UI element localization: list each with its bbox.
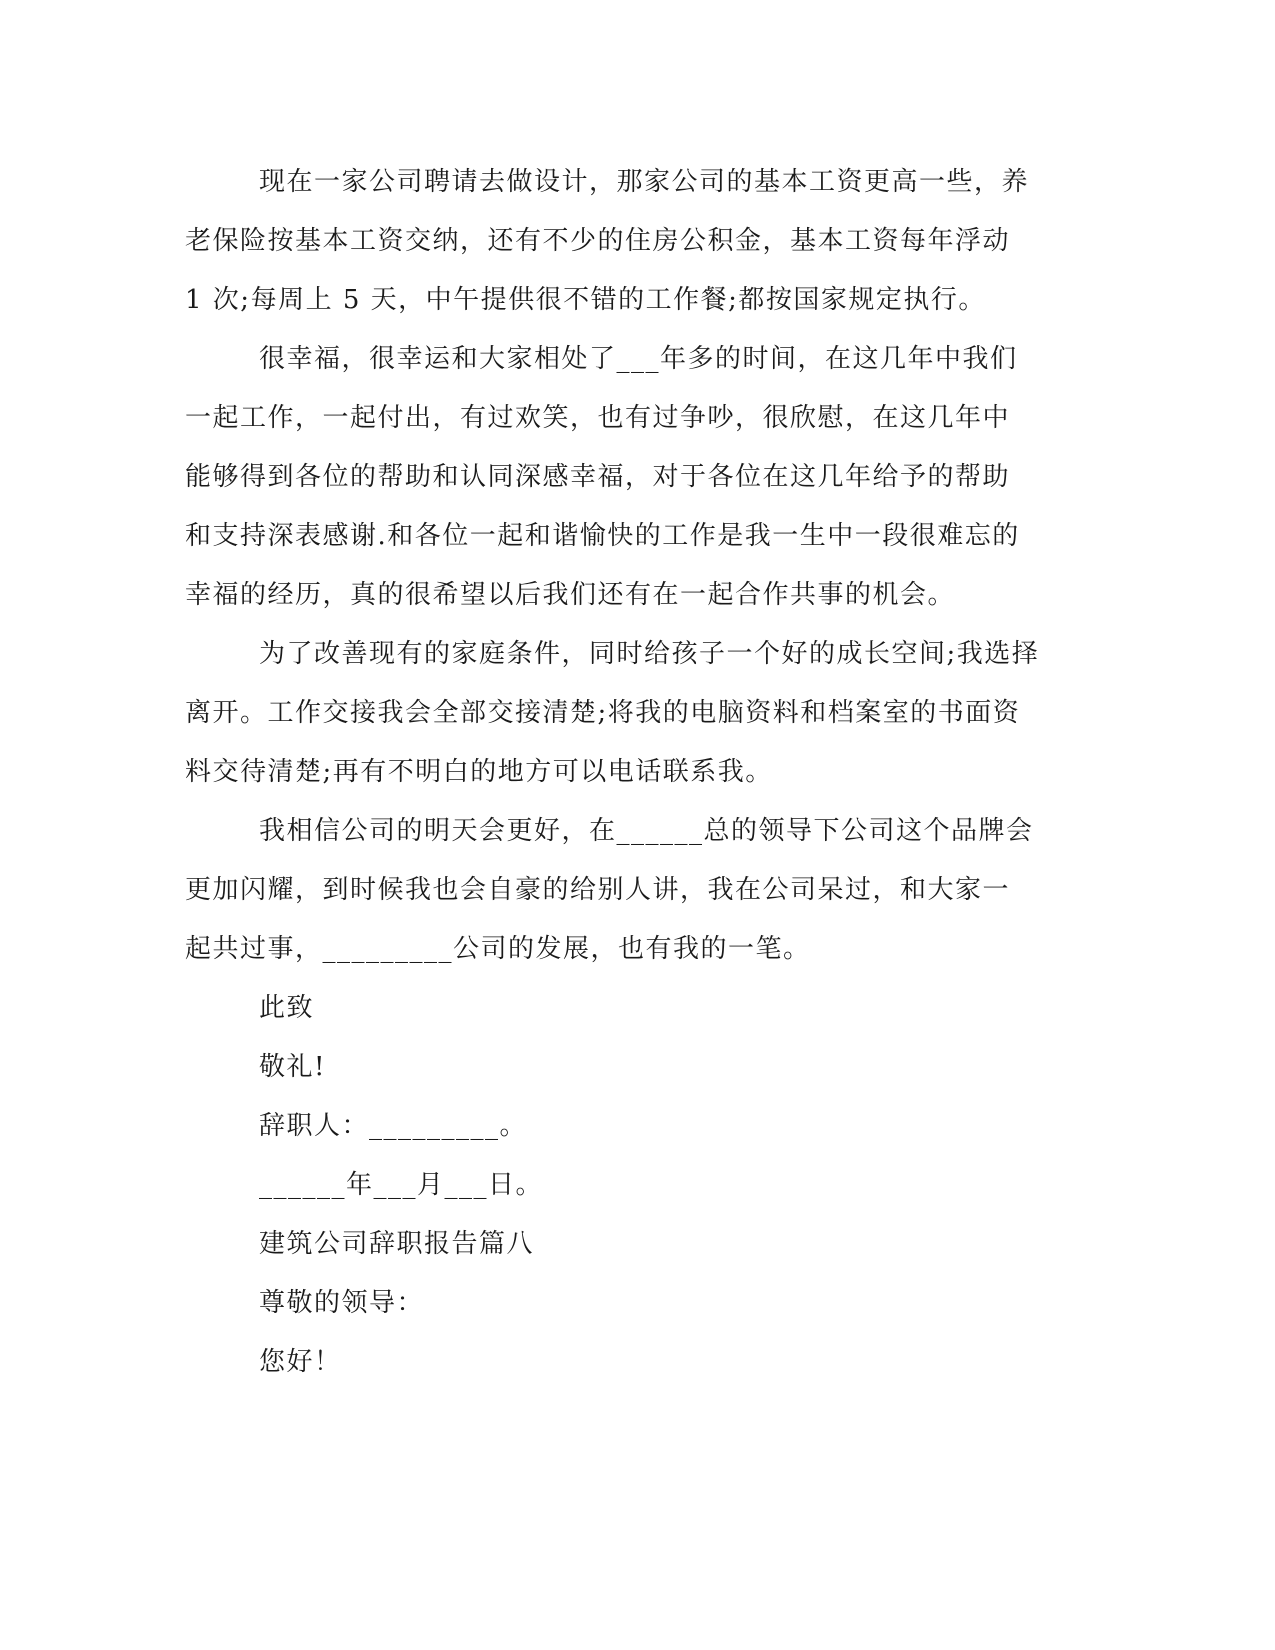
- hello-line: 您好！: [259, 1347, 342, 1377]
- text-line: 我相信公司的明天会更好，在______总的领导下公司这个品牌会: [259, 816, 1034, 846]
- document-page: [185, 153, 1075, 1392]
- text-line: 很幸福，很幸运和大家相处了___年多的时间，在这几年中我们: [259, 344, 1018, 374]
- text-line: 起共过事，_________公司的发展，也有我的一笔。: [185, 934, 811, 964]
- text-line: 老保险按基本工资交纳，还有不少的住房公积金，基本工资每年浮动: [185, 226, 1011, 256]
- text-line: 为了改善现有的家庭条件，同时给孩子一个好的成长空间;我选择: [259, 639, 1040, 669]
- text-line: 料交待清楚;再有不明白的地方可以电话联系我。: [185, 757, 773, 787]
- text-line: 更加闪耀，到时候我也会自豪的给别人讲，我在公司呆过，和大家一: [185, 875, 1011, 905]
- text-line: 幸福的经历，真的很希望以后我们还有在一起合作共事的机会。: [185, 580, 956, 610]
- closing-salutation: 此致: [259, 993, 315, 1023]
- paragraph-reason: [185, 625, 1075, 802]
- text-line: 现在一家公司聘请去做设计，那家公司的基本工资更高一些，养: [259, 167, 1030, 197]
- greeting-line: 尊敬的领导：: [259, 1288, 425, 1318]
- text-line: 一起工作，一起付出，有过欢笑，也有过争吵，很欣慰，在这几年中: [185, 403, 1011, 433]
- closing-respect: 敬礼!: [259, 1052, 326, 1082]
- text-line: 离开。工作交接我会全部交接清楚;将我的电脑资料和档案室的书面资: [185, 698, 1021, 728]
- section-title: 建筑公司辞职报告篇八: [259, 1229, 535, 1259]
- date-line: ______年___月___日。: [259, 1170, 544, 1200]
- text-line: 1 次;每周上 5 天，中午提供很不错的工作餐;都按国家规定执行。: [185, 285, 986, 315]
- paragraph-salary: [185, 153, 1075, 330]
- signer-line: 辞职人：_________。: [259, 1111, 528, 1141]
- paragraph-gratitude: [185, 330, 1075, 625]
- paragraph-wishes: [185, 802, 1075, 979]
- text-line: 和支持深表感谢.和各位一起和谐愉快的工作是我一生中一段很难忘的: [185, 521, 1020, 551]
- text-line: 能够得到各位的帮助和认同深感幸福，对于各位在这几年给予的帮助: [185, 462, 1011, 492]
